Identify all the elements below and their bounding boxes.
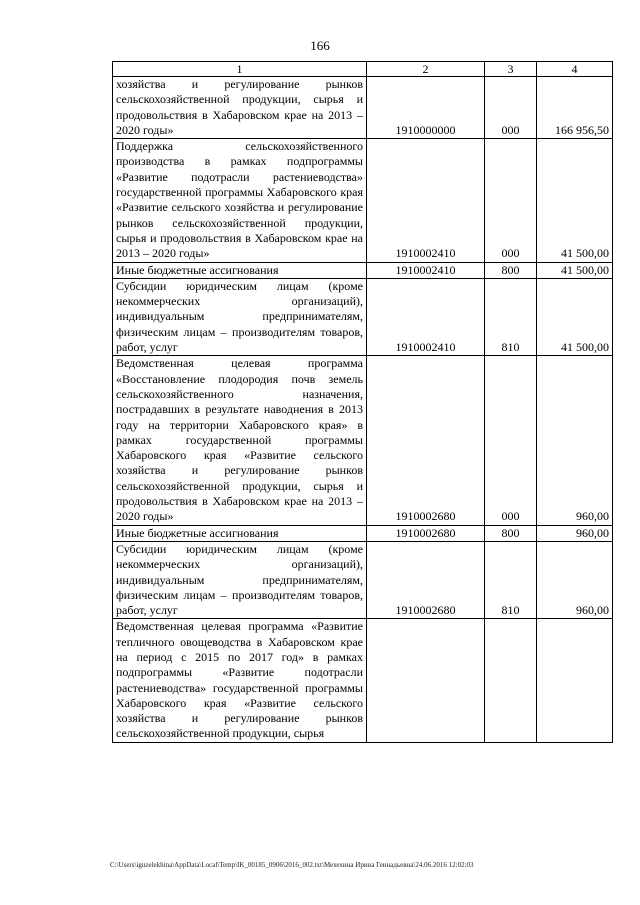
row-code: 1910002410 [367,278,485,355]
row-type: 810 [485,541,537,618]
table-row [113,541,613,618]
row-type [485,619,537,742]
table-row [113,356,613,525]
table-row [113,278,613,355]
column-header-amount: 4 [537,62,613,77]
row-name: Субсидии юридическим лицам (кроме некоммерческих организаций), индивидуальным предпринимателям, физическим лицам – производителям товаров, работ, услуг [113,541,367,618]
column-header-name: 1 [113,62,367,77]
row-amount: 41 500,00 [537,139,613,262]
row-amount [537,619,613,742]
row-amount: 166 956,50 [537,77,613,139]
row-name: Поддержка сельскохозяйственного производства в рамках подпрограммы «Развитие подотрасли растениеводства» государственной программы Хабаровского края «Развитие сельского хозяйства и регулирование рынков сельскохозяйственной продукции, сырья и продовольствия в Хабаровском крае на 2013 – 2020 годы» [113,139,367,262]
row-name: Ведомственная целевая программа «Восстановление плодородия почв земель сельскохозяйственного назначения, пострадавших в результате наводнения в 2013 году на территории Хабаровского края» в рамках государственной программы Хабаровского края «Развитие сельского хозяйства и регулирование рынков сельскохозяйственной продукции, сырья и продовольствия в Хабаровском крае на 2013 – 2020 годы» [113,356,367,525]
column-header-type: 3 [485,62,537,77]
row-amount: 41 500,00 [537,262,613,278]
row-amount: 960,00 [537,525,613,541]
table-row [113,619,613,742]
row-code: 1910002410 [367,262,485,278]
document-footer-path: C:\Users\iguzelekhina\AppData\Local\Temp\IK_00185_0906\2016_002.txt\Мехехина Ирина Геннадьевна\24.06.2016 12:02:03 [110,861,474,869]
row-type: 800 [485,262,537,278]
row-amount: 960,00 [537,356,613,525]
row-name: хозяйства и регулирование рынков сельскохозяйственной продукции, сырья и продовольствия в Хабаровском крае на 2013 – 2020 годы» [113,77,367,139]
row-type: 000 [485,356,537,525]
row-amount: 960,00 [537,541,613,618]
budget-table [112,61,613,743]
row-type: 000 [485,77,537,139]
row-code: 1910002680 [367,525,485,541]
row-amount: 41 500,00 [537,278,613,355]
column-header-code: 2 [367,62,485,77]
row-code: 1910000000 [367,77,485,139]
page-number: 166 [310,38,330,53]
row-type: 800 [485,525,537,541]
row-name: Иные бюджетные ассигнования [113,262,367,278]
table-row [113,77,613,139]
table-row [113,262,613,278]
row-code: 1910002410 [367,139,485,262]
row-name: Иные бюджетные ассигнования [113,525,367,541]
table-row [113,139,613,262]
row-name: Субсидии юридическим лицам (кроме некоммерческих организаций), индивидуальным предпринимателям, физическим лицам – производителям товаров, работ, услуг [113,278,367,355]
row-code [367,619,485,742]
row-type: 810 [485,278,537,355]
row-type: 000 [485,139,537,262]
row-code: 1910002680 [367,356,485,525]
table-row [113,525,613,541]
row-name: Ведомственная целевая программа «Развитие тепличного овощеводства в Хабаровском крае на период с 2015 по 2017 год» в рамках подпрограммы «Развитие подотрасли растениеводства» государственной программы Хабаровского края «Развитие сельского хозяйства и регулирование рынков сельскохозяйственной продукции, сырья [113,619,367,742]
table-header-row [113,62,613,77]
row-code: 1910002680 [367,541,485,618]
